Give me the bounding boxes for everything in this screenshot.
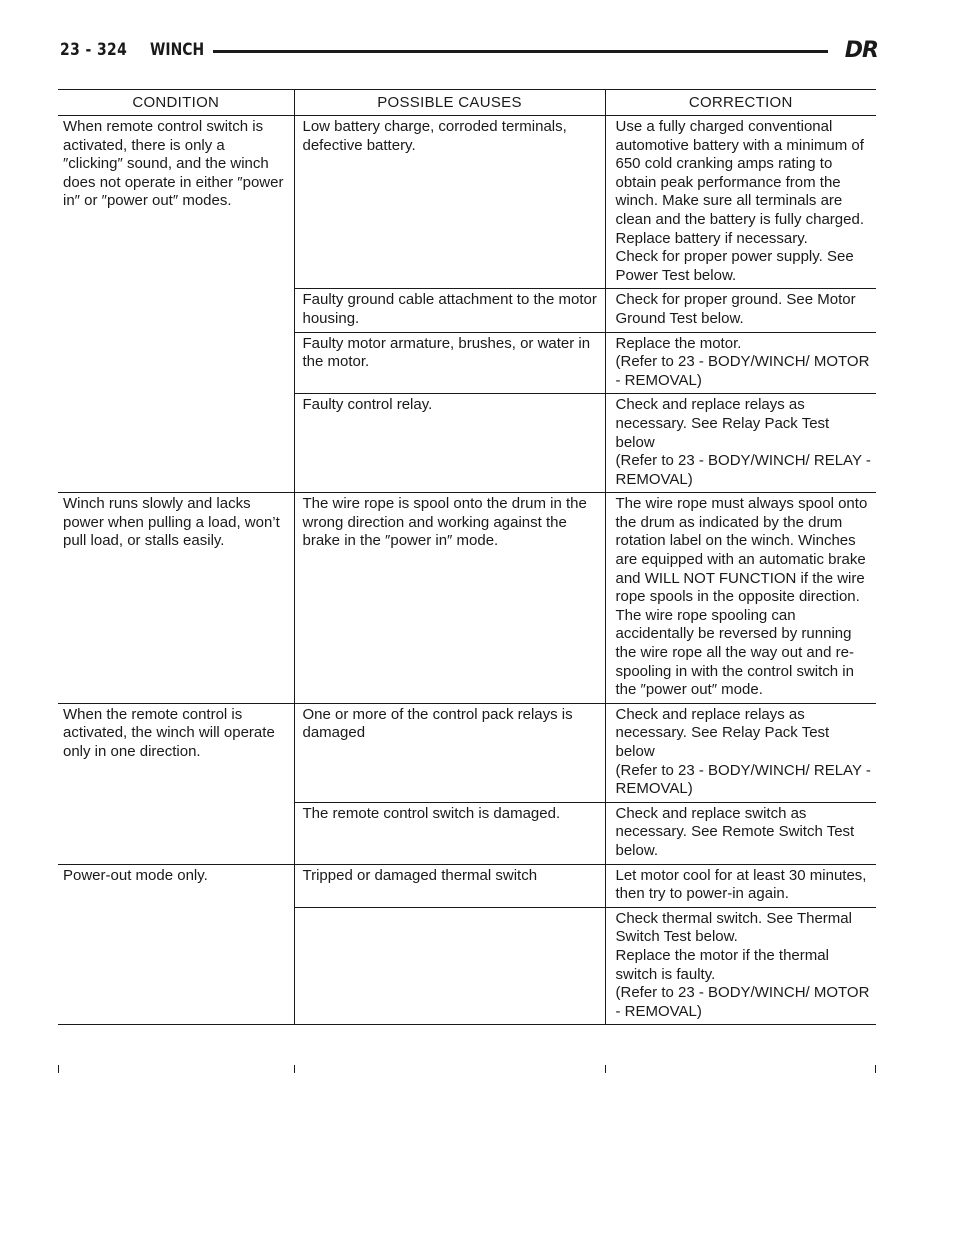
correction-cell xyxy=(605,907,876,1025)
correction-cell xyxy=(605,394,876,493)
correction-paragraph: Check for proper power supply. See Power Test below. xyxy=(615,248,854,284)
correction-paragraph: Replace the motor if the thermal switch is faulty. xyxy=(615,946,829,983)
possible-cause-cell: The wire rope is spool onto the drum in the wrong direction and working against the brake in the ″power in″ mode. xyxy=(294,493,605,704)
correction-paragraph: (Refer to 23 - BODY/WINCH/ RELAY - REMOVAL) xyxy=(615,452,871,488)
possible-cause-cell: Faulty ground cable attachment to the motor housing. xyxy=(294,289,605,332)
correction-cell xyxy=(605,864,876,907)
correction-paragraph: Replace the motor. xyxy=(615,334,742,352)
correction-cell xyxy=(605,116,876,289)
correction-paragraph: (Refer to 23 - BODY/WINCH/ MOTOR - REMOVAL) xyxy=(615,984,870,1020)
column-header-correction: CORRECTION xyxy=(605,90,876,116)
correction-cell xyxy=(605,703,876,802)
correction-paragraph: Check and replace relays as necessary. See Relay Pack Test below xyxy=(615,705,830,760)
column-header-condition: CONDITION xyxy=(58,90,294,116)
possible-cause-cell: Tripped or damaged thermal switch xyxy=(294,864,605,907)
correction-cell xyxy=(605,493,876,704)
correction-paragraph: Check for proper ground. See Motor Ground Test below. xyxy=(615,291,856,327)
diagnosis-table xyxy=(58,89,876,1025)
table-row xyxy=(58,116,876,289)
table-bottom-tick xyxy=(294,1065,295,1073)
condition-cell: When remote control switch is activated, there is only a ″clicking″ sound, and the winch does not operate in either ″power in″ or ″power out″ modes. xyxy=(58,116,294,493)
header-rule xyxy=(213,50,828,53)
correction-paragraph: (Refer to 23 - BODY/WINCH/ RELAY - REMOVAL) xyxy=(615,761,871,798)
table-bottom-tick xyxy=(58,1065,59,1073)
page-header xyxy=(60,40,878,68)
condition-cell: When the remote control is activated, the winch will operate only in one direction. xyxy=(58,703,294,864)
table-bottom-tick xyxy=(605,1065,606,1073)
correction-cell xyxy=(605,802,876,864)
correction-paragraph: Check and replace switch as necessary. See Remote Switch Test below. xyxy=(615,804,855,859)
page-number: 23 - 324 xyxy=(60,40,128,60)
correction-paragraph: (Refer to 23 - BODY/WINCH/ MOTOR - REMOVAL) xyxy=(615,353,870,389)
correction-cell xyxy=(605,289,876,332)
table-header-row xyxy=(58,90,876,116)
correction-paragraph: Let motor cool for at least 30 minutes, then try to power-in again. xyxy=(615,866,867,903)
condition-cell: Winch runs slowly and lacks power when pulling a load, won’t pull load, or stalls easily. xyxy=(58,493,294,704)
table-row xyxy=(58,864,876,907)
correction-cell xyxy=(605,332,876,394)
possible-cause-cell: Faulty control relay. xyxy=(294,394,605,493)
table-row xyxy=(58,703,876,802)
possible-cause-cell xyxy=(294,907,605,1025)
correction-paragraph: Check and replace relays as necessary. See Relay Pack Test below xyxy=(615,396,830,451)
table-row xyxy=(58,493,876,704)
correction-paragraph: Use a fully charged conventional automotive battery with a minimum of 650 cold cranking amps rating to obtain peak performance from the winch. Make sure all terminals are clean and the battery is fully charged. Replace battery if necessary. xyxy=(615,118,864,247)
section-title: WINCH xyxy=(150,40,205,60)
correction-paragraph: Check thermal switch. See Thermal Switch Test below. xyxy=(615,909,852,946)
possible-cause-cell: Faulty motor armature, brushes, or water in the motor. xyxy=(294,332,605,394)
possible-cause-cell: Low battery charge, corroded terminals, defective battery. xyxy=(294,116,605,289)
table-bottom-tick xyxy=(875,1065,876,1073)
correction-paragraph: The wire rope must always spool onto the drum as indicated by the drum rotation label on the winch. Winches are equipped with an automatic brake and WILL NOT FUNCTION if the wire rope spools in the opposite direction. The wire rope spooling can accidentally be reversed by running the wire rope all the way out and re-spooling in with the control switch in the ″power out″ mode. xyxy=(615,495,868,699)
dr-logo: DR xyxy=(844,38,878,63)
column-header-possible-causes: POSSIBLE CAUSES xyxy=(294,90,605,116)
possible-cause-cell: The remote control switch is damaged. xyxy=(294,802,605,864)
condition-cell: Power-out mode only. xyxy=(58,864,294,1025)
possible-cause-cell: One or more of the control pack relays is damaged xyxy=(294,703,605,802)
